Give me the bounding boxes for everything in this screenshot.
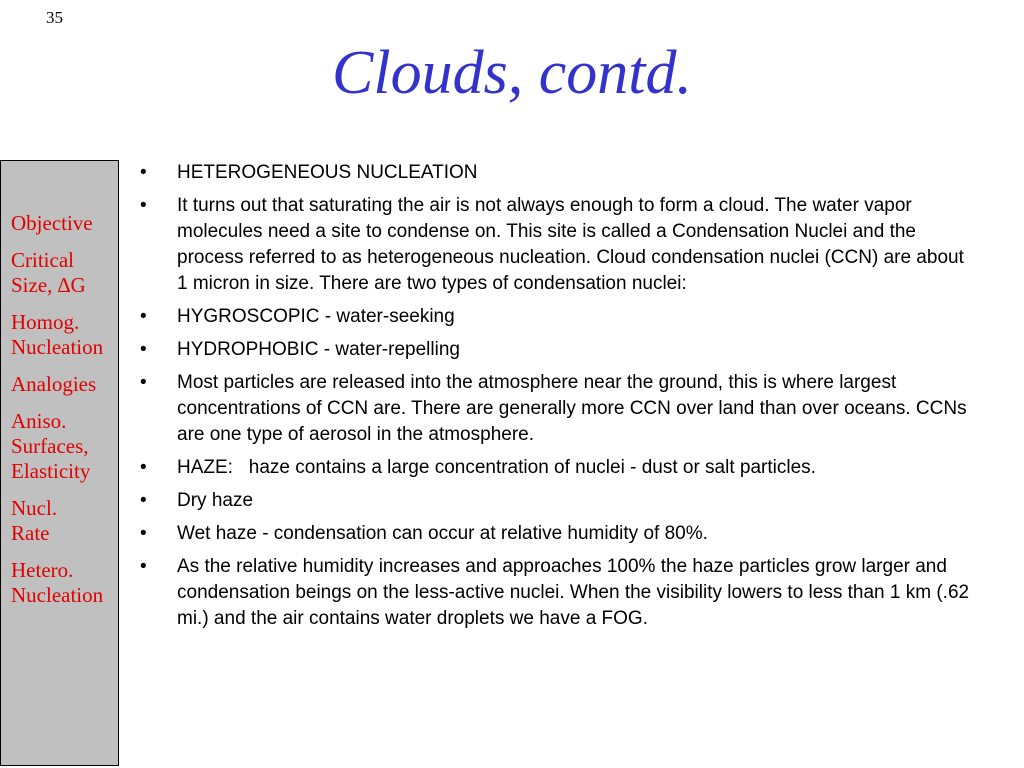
bullet-marker: • xyxy=(140,306,147,327)
bullet-text: HETEROGENEOUS NUCLEATION xyxy=(177,162,478,183)
page-number: 35 xyxy=(46,8,63,27)
bullet-item xyxy=(140,521,970,547)
bullet-marker: • xyxy=(140,490,147,511)
bullet-text: It turns out that saturating the air is not always enough to form a cloud. The water vapor molecules need a site to condense on. This site is called a Condensation Nuclei and the process referred to as heterogeneous nucleation. Cloud condensation nuclei (CCN) are about 1 micron in size. There are two types of condensation nuclei: xyxy=(177,195,970,294)
bullet-text: As the relative humidity increases and approaches 100% the haze particles grow larger and condensation beings on the less-active nuclei. When the visibility lowers to less than 1 km (.62 mi.) and the air contains water droplets we have a FOG. xyxy=(177,556,975,629)
bullet-marker: • xyxy=(140,372,147,393)
bullet-text: Most particles are released into the atmosphere near the ground, this is where largest concentrations of CCN are. There are generally more CCN over land than over oceans. CCNs are one type of aerosol in the atmosphere. xyxy=(177,372,972,445)
bullet-item xyxy=(140,193,970,297)
sidebar-item-aniso-surfaces[interactable]: Aniso. Surfaces, Elasticity xyxy=(11,409,91,483)
sidebar-item-objective[interactable]: Objective xyxy=(11,211,93,235)
bullet-item xyxy=(140,304,970,330)
bullet-marker: • xyxy=(140,523,147,544)
bullet-text: Dry haze xyxy=(177,490,254,511)
bullet-item xyxy=(140,337,970,363)
bullet-item xyxy=(140,160,970,186)
bullet-marker: • xyxy=(140,556,147,577)
sidebar-items xyxy=(11,211,103,620)
sidebar-nav xyxy=(0,160,119,766)
bullet-list xyxy=(140,160,975,639)
slide-title: Clouds, contd. xyxy=(332,39,692,107)
sidebar-item-nucl-rate[interactable]: Nucl. Rate xyxy=(11,496,58,545)
bullet-marker: • xyxy=(140,339,147,360)
bullet-text: HAZE: haze contains a large concentration of nuclei - dust or salt particles. xyxy=(177,457,816,478)
sidebar-item-homog-nucleation[interactable]: Homog. Nucleation xyxy=(11,310,104,359)
bullet-marker: • xyxy=(140,457,147,478)
bullet-text: HYGROSCOPIC - water-seeking xyxy=(177,306,455,327)
bullet-marker: • xyxy=(140,195,147,216)
bullet-marker: • xyxy=(140,162,147,183)
sidebar-item-hetero-nucleation[interactable]: Hetero. Nucleation xyxy=(11,558,104,607)
bullet-item xyxy=(140,370,970,448)
sidebar-item-critical-size[interactable]: Critical Size, ∆G xyxy=(11,248,86,297)
bullet-text: Wet haze - condensation can occur at relative humidity of 80%. xyxy=(177,523,708,544)
bullet-item xyxy=(140,455,970,481)
bullet-item xyxy=(140,554,975,632)
bullet-text: HYDROPHOBIC - water-repelling xyxy=(177,339,460,360)
sidebar-item-analogies[interactable]: Analogies xyxy=(11,372,97,396)
bullet-item xyxy=(140,488,970,514)
